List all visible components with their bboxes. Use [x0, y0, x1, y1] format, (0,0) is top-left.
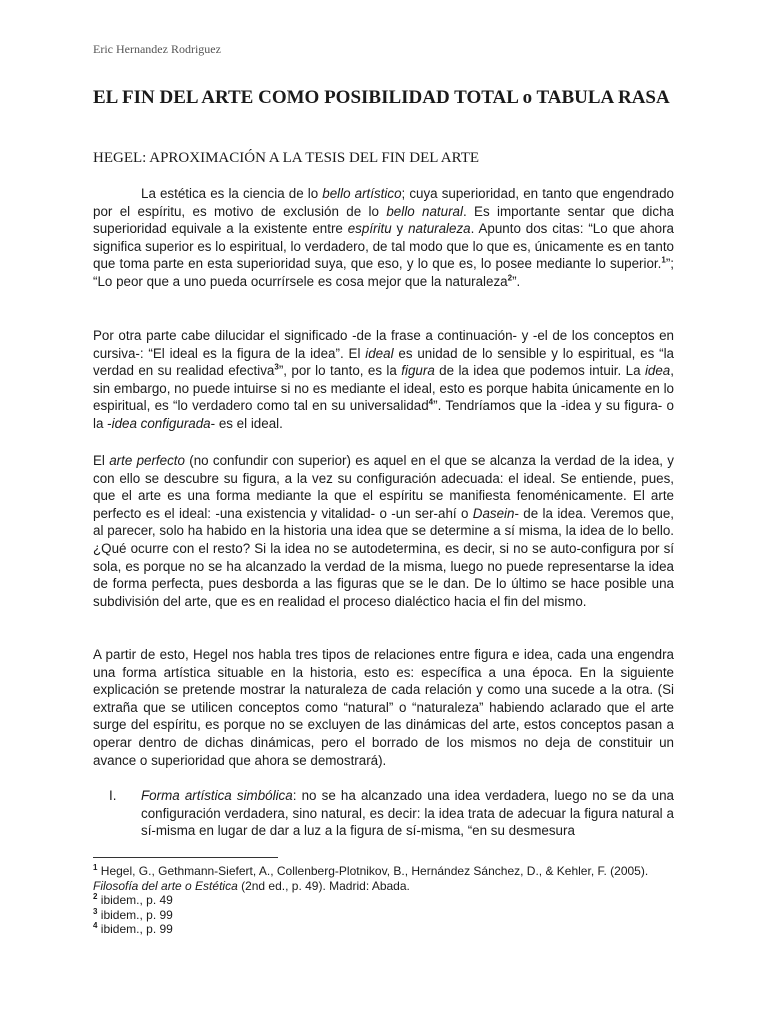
footnote-ref-2: 2 — [507, 273, 513, 283]
footnote-separator — [93, 857, 278, 858]
paragraph-2: Por otra parte cabe dilucidar el significado -de la frase a continuación- y -el de los conceptos en cursiva-: “El ideal es la figura de la idea”. El ideal es unidad de lo sensible y lo espiritual, es “la verdad en su realidad efectiva$^3$”, por lo tanto, es la figura de la idea que podemos intuir. La idea, sin embargo, no puede intuirse si no es mediante el ideal, esto es porque habita únicamente en lo espiritual, es “lo verdadero como tal en su universalidad$^4$”. Tendríamos que la -idea y su figura- o la -idea configurada- es el ideal. — [93, 328, 674, 431]
paragraph-3: El arte perfecto (no confundir con superior) es aquel en el que se alcanza la verdad de la idea, y con ello se descubre su figura, a la vez su configuración adecuada: el ideal. Se entiende, pues, que el arte es una forma mediante la que el espíritu se manifiesta fenoménicamente. El arte perfecto es el ideal: -una existencia y vitalidad- o -un ser-ahí o Dasein- de la idea. Veremos que, al parecer, solo ha habido en la historia una idea que se determine a sí misma, la idea de lo bello. ¿Qué ocurre con el resto? Si la idea no se autodetermina, es decir, si no se auto-configura por sí sola, es porque no se ha alcanzado la verdad de la misma, luego no puede representarse la idea de forma perfecta, pues desborda a las figuras que se le dan. De lo último se hace posible una subdivisión del arte, que es en realidad el proceso dialéctico hacia el fin del mismo. — [93, 453, 674, 609]
footnote-4: $^4$ ibidem., p. 99 — [93, 921, 173, 936]
list-number: I. — [109, 788, 117, 803]
footnote-ref-1: 1 — [661, 255, 666, 265]
list-item-text: Forma artística simbólica: no se ha alcanzado una idea verdadera, luego no se da una configuración verdadera, sino natural, es decir: la idea trata de adecuar la figura natural a sí-misma en lugar de dar a luz a la figura de sí-misma, “en su desmesura — [141, 788, 674, 839]
footnote-ref-3: 3 — [274, 362, 279, 372]
footnote-ref-4: 4 — [428, 397, 434, 407]
footnote-2: $^2$ ibidem., p. 49 — [93, 892, 173, 907]
document-title: EL FIN DEL ARTE COMO POSIBILIDAD TOTAL o TABULA RASA — [93, 87, 670, 108]
author-header: Eric Hernandez Rodriguez — [93, 42, 221, 56]
paragraph-4: A partir de esto, Hegel nos habla tres tipos de relaciones entre figura e idea, cada una engendra una forma artística situable en la historia, esto es: específica a una época. En la siguiente explicación se pretende mostrar la naturaleza de cada relación y como una sucede a la otra. (Si extraña que se utilicen conceptos como “natural” o “naturaleza” habiendo aclarado que el arte surge del espíritu, es porque no se excluyen de las dinámicas del arte, estos conceptos pasan a operar dentro de dichas dinámicas, pero el borrado de los mismos no deja de constituir un avance o superioridad que ahora se demostrará). — [93, 647, 674, 768]
footnotes — [93, 864, 674, 937]
footnote-3: $^3$ ibidem., p. 99 — [93, 906, 173, 922]
section-heading: HEGEL: APROXIMACIÓN A LA TESIS DEL FIN DEL ARTE — [93, 150, 480, 166]
footnote-1: $^1$ Hegel, G., Gethmann-Siefert, A., Collenberg-Plotnikov, B., Hernández Sánchez, D., & Kehler, F. (2005). Filosofía del arte o Estética (2nd ed., p. 49). Madrid: Abada. — [93, 863, 649, 893]
paragraph-1: La estética es la ciencia de lo bello artístico; cuya superioridad, en tanto que engendrado por el espíritu, es motivo de exclusión de lo bello natural. Es importante sentar que dicha superioridad equivale a la existente entre espíritu y naturaleza. Apunto dos citas: “Lo que ahora significa superior es lo espiritual, lo verdadero, de tal modo que lo que es, únicamente es en tanto que toma parte en esta superioridad suya, que eso, y lo que es, lo posee mediante lo superior.$^1$”; “Lo peor que a uno pueda ocurrírsele es cosa mejor que la naturaleza$^2$”. — [93, 186, 674, 289]
